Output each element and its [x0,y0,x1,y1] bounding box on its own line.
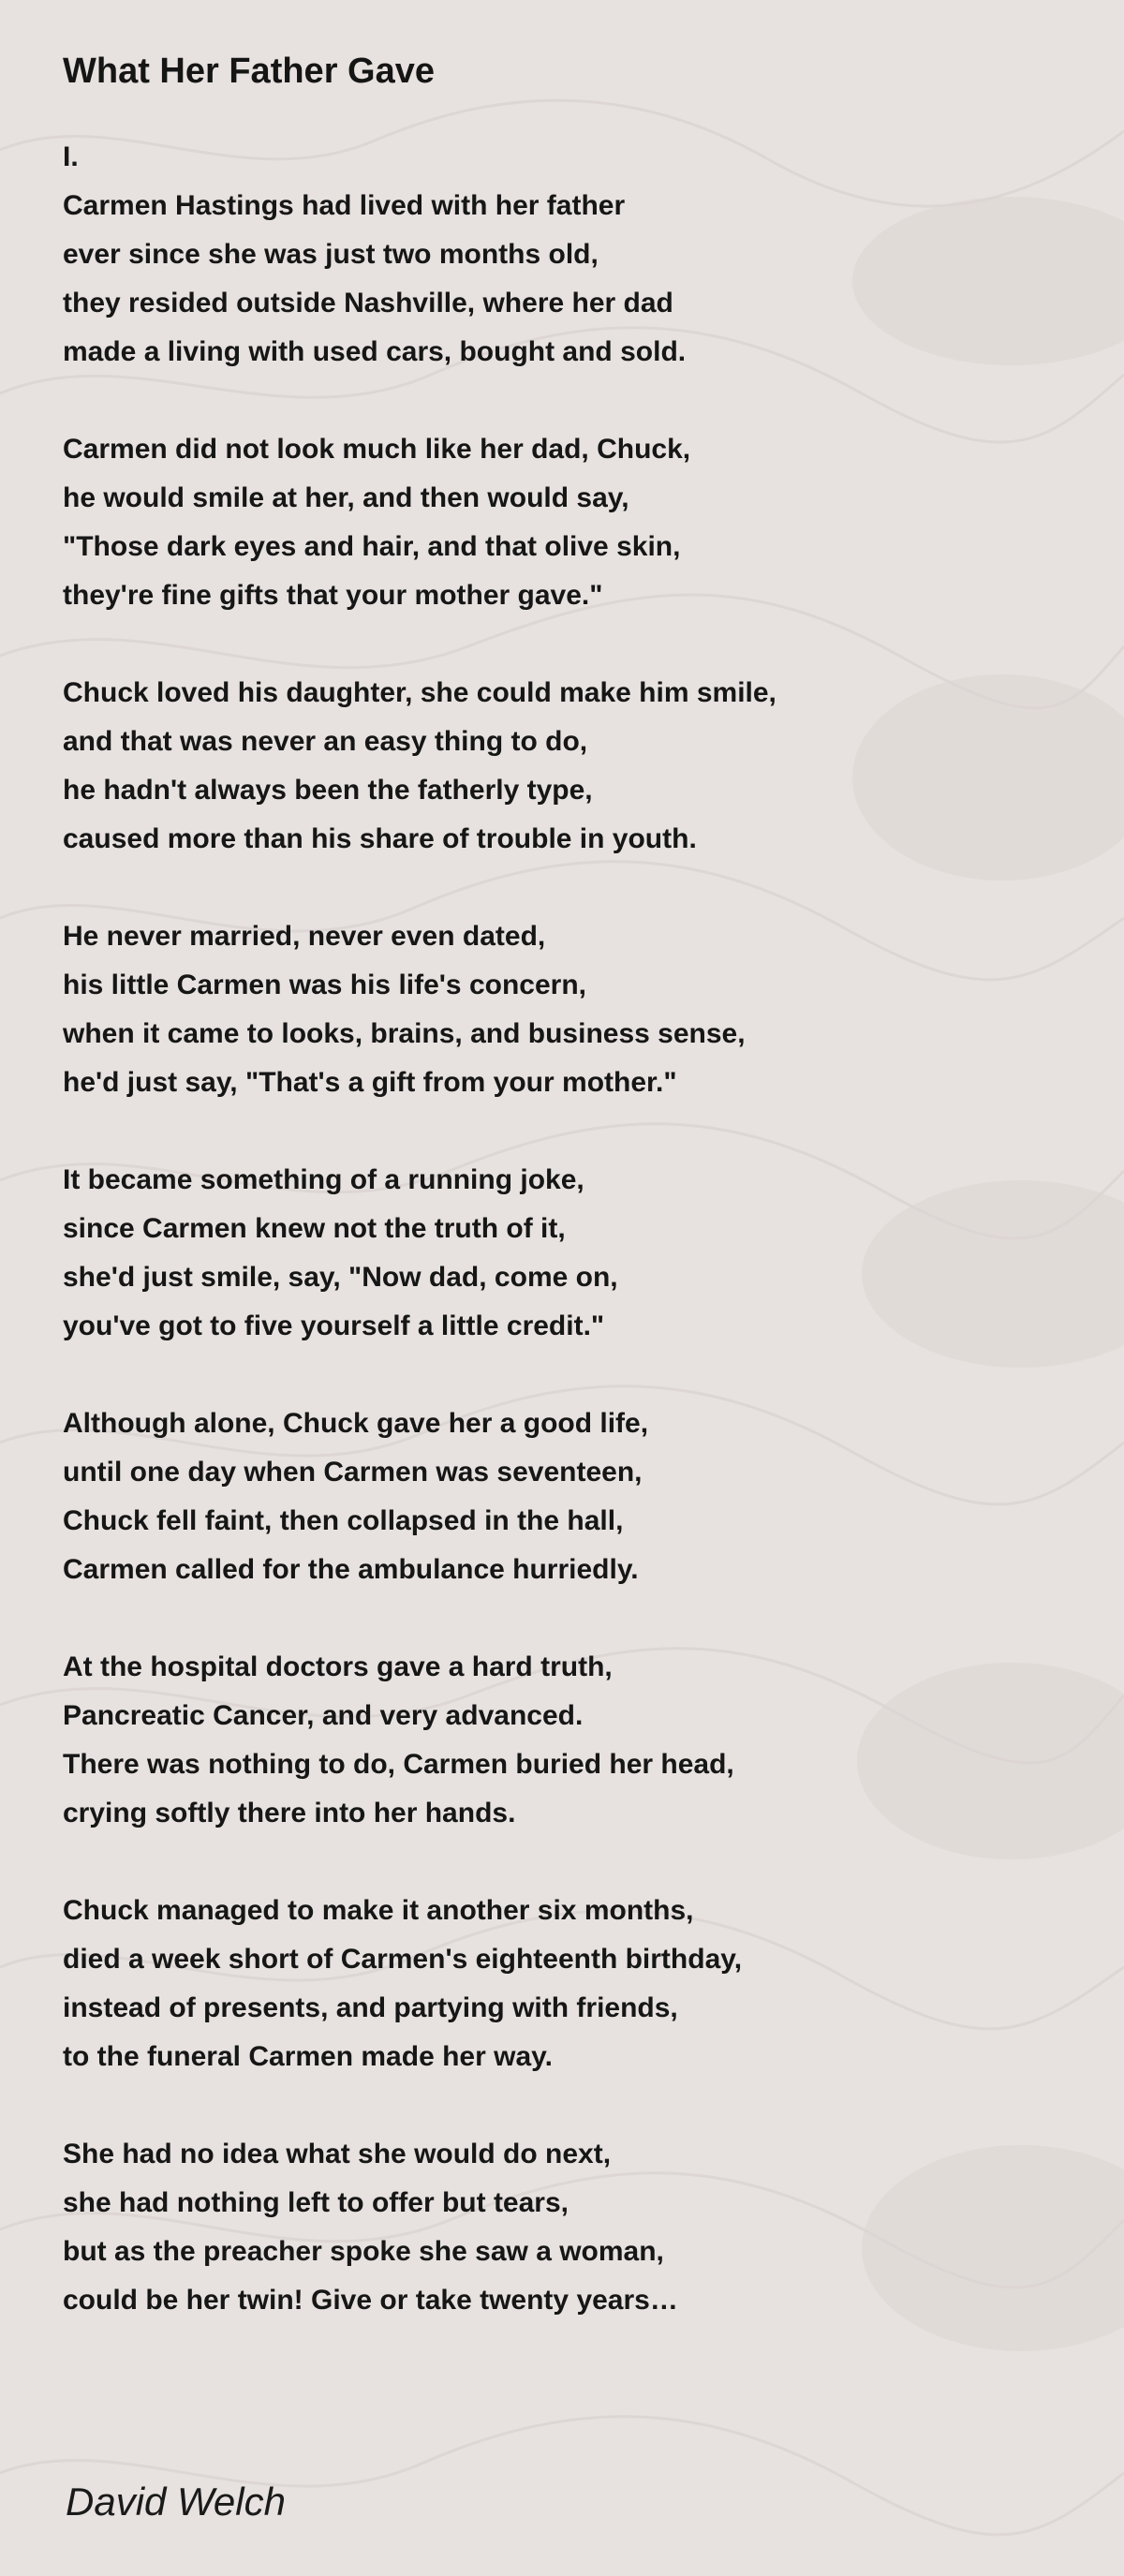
stanza [63,2130,1074,2325]
poem-line: I. [63,141,79,172]
poem-line: instead of presents, and partying with friends, [63,1992,678,2023]
poem-line: since Carmen knew not the truth of it, [63,1213,566,1244]
poem-author: David Welch [66,2480,286,2524]
poem-line: ever since she was just two months old, [63,239,599,270]
poem-body [63,133,1074,2325]
poem-line: Chuck loved his daughter, she could make him smile, [63,677,776,708]
poem-line: Carmen called for the ambulance hurriedly. [63,1554,639,1585]
poem-line: his little Carmen was his life's concern, [63,970,586,1000]
poem-line: she had nothing left to offer but tears, [63,2187,569,2218]
poem-line: Carmen Hastings had lived with her father [63,190,626,221]
stanza [63,669,1074,864]
poem-line: they're fine gifts that your mother gave." [63,580,603,611]
poem-line: he'd just say, "That's a gift from your mother." [63,1067,677,1098]
poem-line: died a week short of Carmen's eighteenth birthday, [63,1944,743,1975]
poem-line: Pancreatic Cancer, and very advanced. [63,1700,584,1731]
poem-line: Chuck managed to make it another six months, [63,1895,694,1926]
poem-line: until one day when Carmen was seventeen, [63,1457,643,1488]
poem-line: to the funeral Carmen made her way. [63,2041,553,2072]
poem-line: he would smile at her, and then would say, [63,482,629,513]
stanza [63,1156,1074,1351]
poem-line: There was nothing to do, Carmen buried her head, [63,1749,734,1780]
stanza [63,1399,1074,1594]
poem-line: he hadn't always been the fatherly type, [63,775,593,806]
poem-line: she'd just smile, say, "Now dad, come on, [63,1262,618,1293]
poem-line: caused more than his share of trouble in youth. [63,823,697,854]
poem-line: they resided outside Nashville, where her dad [63,288,673,318]
poem-line: He never married, never even dated, [63,921,546,952]
poem-line: At the hospital doctors gave a hard truth, [63,1651,613,1682]
poem-line: She had no idea what she would do next, [63,2139,612,2169]
poem-line: but as the preacher spoke she saw a woman, [63,2236,664,2267]
poem-line: crying softly there into her hands. [63,1798,516,1828]
stanza [63,133,1074,377]
poem-line: Carmen did not look much like her dad, Chuck, [63,434,691,465]
poem-title: What Her Father Gave [63,52,435,91]
poem-line: Chuck fell faint, then collapsed in the hall, [63,1505,624,1536]
stanza [63,1643,1074,1838]
poem-line: could be her twin! Give or take twenty years… [63,2285,678,2316]
poem-line: and that was never an easy thing to do, [63,726,588,757]
poem-container [63,45,1074,2374]
poem-line: "Those dark eyes and hair, and that olive skin, [63,531,681,562]
poem-line: you've got to five yourself a little credit." [63,1310,605,1341]
stanza [63,425,1074,620]
poem-line: It became something of a running joke, [63,1164,584,1195]
poem-line: made a living with used cars, bought and sold. [63,336,687,367]
poem-line: Although alone, Chuck gave her a good life, [63,1408,649,1439]
stanza [63,912,1074,1107]
stanza [63,1887,1074,2081]
poem-line: when it came to looks, brains, and business sense, [63,1018,746,1049]
